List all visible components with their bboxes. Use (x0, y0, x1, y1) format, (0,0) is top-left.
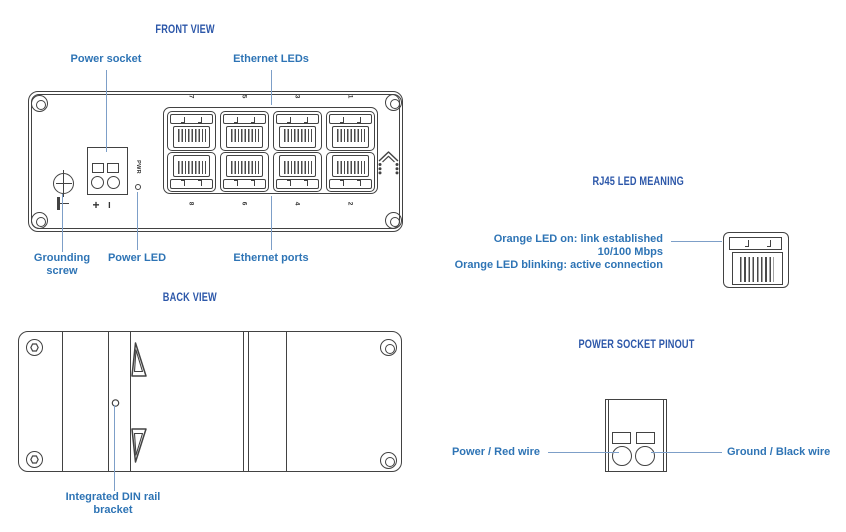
port-led-left (287, 180, 291, 186)
terminal-hole (107, 176, 120, 189)
ethernet-ports-callout-line (271, 196, 272, 250)
port-led-right (198, 117, 202, 123)
terminal-slot (636, 432, 655, 444)
port-number: 5 (240, 94, 248, 99)
port-led-row (276, 114, 319, 124)
corner-screw-hole (385, 212, 402, 229)
ethernet-port (326, 152, 375, 192)
port-led-row (223, 114, 266, 124)
port-pins (178, 161, 206, 174)
port-opening (173, 126, 210, 148)
rj45-connector-drawing (723, 232, 789, 288)
corner-screw-hole (31, 95, 48, 112)
port-led-right (198, 180, 202, 186)
din-bracket-callout-line (114, 405, 115, 491)
ethernet-port (273, 152, 322, 192)
ethernet-leds-label: Ethernet LEDs (233, 53, 309, 65)
front-view-title-text: FRONT VIEW (155, 24, 215, 36)
port-number: 8 (187, 201, 195, 206)
front-view-title (140, 24, 230, 36)
rj45-opening (732, 252, 783, 285)
plus-text: + (92, 198, 100, 212)
port-opening (173, 155, 210, 177)
minus-terminal-label (104, 198, 116, 212)
terminal-slot (612, 432, 631, 444)
ethernet-port (220, 152, 269, 192)
port-led-left (340, 117, 344, 123)
rj45-led-left (745, 240, 749, 247)
power-socket-pinout-drawing (605, 399, 667, 472)
rj45-led-meaning-title (563, 176, 713, 188)
ethernet-ports-block (163, 107, 378, 194)
plus-terminal-label (90, 198, 102, 212)
minus-text: − (102, 201, 117, 209)
port-led-row (329, 179, 372, 189)
grounding-screw-label: Grounding screw (33, 252, 91, 277)
power-socket-pinout-title-text: POWER SOCKET PINOUT (578, 339, 695, 351)
front-panel-drawing (28, 91, 403, 232)
power-led-label: Power LED (107, 252, 167, 264)
led-blinking-text: Orange LED blinking: active connection (454, 259, 663, 271)
power-socket-drawing (87, 147, 128, 195)
port-led-row (329, 114, 372, 124)
port-led-left (181, 117, 185, 123)
back-view-title-text: BACK VIEW (162, 292, 218, 304)
port-pins (284, 129, 312, 142)
power-led-drawing (135, 184, 141, 190)
terminal-hole (91, 176, 104, 189)
port-led-left (234, 117, 238, 123)
rj45-pins (740, 257, 774, 282)
power-socket-label: Power socket (70, 53, 142, 65)
port-opening (332, 155, 369, 177)
port-number: 6 (240, 201, 248, 206)
rj45-led-meaning-text (413, 233, 663, 272)
port-led-row (223, 179, 266, 189)
port-opening (226, 155, 263, 177)
power-socket-pinout-title (557, 339, 717, 351)
port-number: 4 (293, 201, 301, 206)
ethernet-ports-label: Ethernet ports (233, 252, 309, 264)
ethernet-port (273, 111, 322, 151)
port-pins (284, 161, 312, 174)
led-speed-text: 10/100 Mbps (597, 246, 663, 258)
port-pins (231, 161, 259, 174)
power-terminal-hole (612, 446, 632, 466)
terminal-slot (92, 163, 104, 173)
port-led-left (340, 180, 344, 186)
rj45-led-right (767, 240, 771, 247)
port-led-left (234, 180, 238, 186)
brand-chevron-icon (376, 148, 401, 178)
grounding-screw-cross (56, 183, 72, 185)
power-wire-label: Power / Red wire (451, 446, 540, 458)
power-socket-callout-line (106, 70, 107, 152)
ethernet-port (167, 111, 216, 151)
port-led-left (181, 180, 185, 186)
back-view-title (145, 292, 235, 304)
port-opening (332, 126, 369, 148)
rj45-led-callout-line (671, 241, 722, 242)
rj45-led-row (729, 237, 782, 250)
port-led-right (304, 180, 308, 186)
port-led-row (276, 179, 319, 189)
port-led-right (357, 117, 361, 123)
ground-wire-label: Ground / Black wire (727, 446, 831, 458)
port-opening (279, 126, 316, 148)
port-led-right (357, 180, 361, 186)
port-led-right (251, 180, 255, 186)
terminal-slot (107, 163, 119, 173)
din-bracket-label: Integrated DIN rail bracket (65, 491, 161, 516)
port-led-row (170, 179, 213, 189)
port-pins (337, 161, 365, 174)
port-led-right (304, 117, 308, 123)
led-on-text: Orange LED on: link established (493, 233, 663, 245)
port-led-right (251, 117, 255, 123)
ethernet-leds-callout-line (271, 70, 272, 105)
ground-terminal-hole (635, 446, 655, 466)
ethernet-port (167, 152, 216, 192)
port-number: 7 (187, 94, 195, 99)
port-led-row (170, 114, 213, 124)
rj45-led-meaning-title-text: RJ45 LED MEANING (592, 176, 684, 188)
port-pins (337, 129, 365, 142)
port-pins (178, 129, 206, 142)
port-opening (226, 126, 263, 148)
ethernet-port (220, 111, 269, 151)
pwr-text: PWR (135, 160, 141, 174)
ground-wire-callout-line (651, 452, 722, 453)
power-wire-callout-line (548, 452, 619, 453)
port-led-left (287, 117, 291, 123)
port-number: 2 (346, 201, 354, 206)
corner-screw-hole (31, 212, 48, 229)
port-pins (231, 129, 259, 142)
port-number: 3 (293, 94, 301, 99)
corner-screw-hole (385, 94, 402, 111)
power-led-callout-line (137, 192, 138, 250)
port-opening (279, 155, 316, 177)
ethernet-port (326, 111, 375, 151)
grounding-screw-callout-line (62, 194, 63, 252)
port-number: 1 (346, 94, 354, 99)
